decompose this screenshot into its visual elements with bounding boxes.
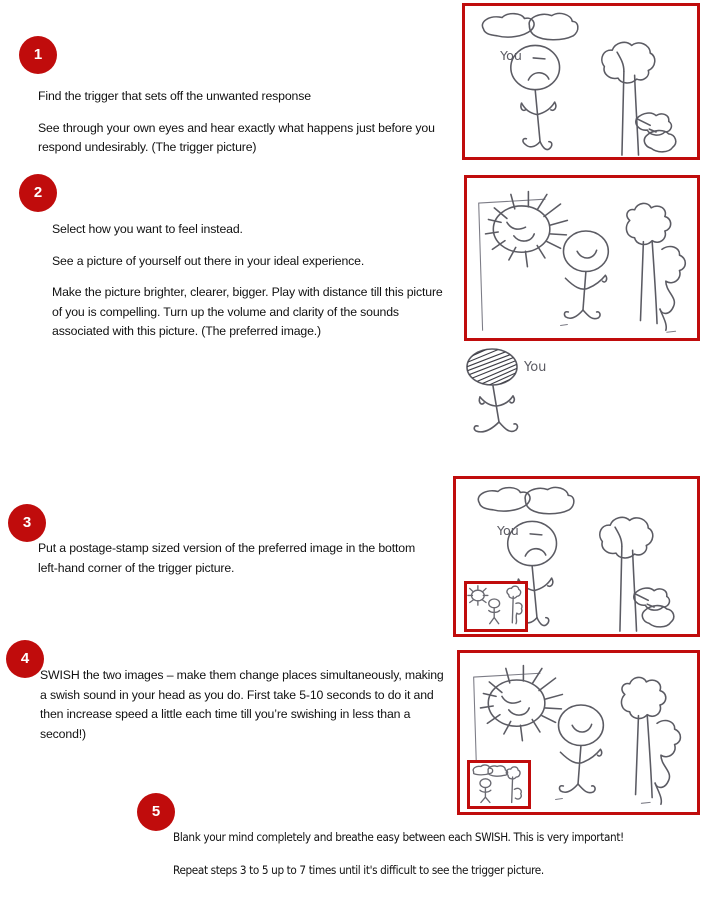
illustration-preferred-image [464,175,700,341]
step-1-paragraph-2: See through your own eyes and hear exactly what happens just before you respond undesirably. (The trigger picture) [38,120,435,154]
step-badge-1: 1 [19,36,57,74]
step-5-paragraph-1: Blank your mind completely and breathe easy between each SWISH. This is very important! [173,830,624,844]
step-text-4 [40,666,445,744]
illustration-trigger-with-stamp [453,476,700,637]
illustration-preferred-with-stamp [457,650,700,815]
step-text-3 [38,539,438,578]
postage-stamp-inset-trigger [467,760,531,809]
step-badge-3: 3 [8,504,46,542]
step-badge-5: 5 [137,793,175,831]
step-badge-4: 4 [6,640,44,678]
trigger-picture-sketch [465,6,697,157]
illustration-trigger-picture [462,3,700,160]
you-label: You [496,522,519,538]
inset-trigger-sketch [470,763,528,806]
step-2-paragraph-2: See a picture of yourself out there in your ideal experience. [52,253,365,268]
step-1-paragraph-1: Find the trigger that sets off the unwanted response [38,89,311,103]
you-label: You [524,360,547,375]
step-2-paragraph-3: Make the picture brighter, clearer, bigger. Play with distance till this picture of you is compelling. Turn up the volume and clarity of the sounds associated with this picture. (The preferred image.) [52,285,443,338]
step-4-paragraph-1: SWISH the two images – make them change places simultaneously, making a swish sound in your head as you do. First take 5-10 seconds to do it and then increase speed a little each time till you’re swishing in less than a second!) [40,668,444,741]
step-2-paragraph-1: Select how you want to feel instead. [52,222,243,236]
step-5-paragraph-2: Repeat steps 3 to 5 up to 7 times until it's difficult to see the trigger picture. [173,863,544,877]
step-text-2 [52,220,452,342]
you-label: You [500,47,522,63]
step-badge-2: 2 [19,174,57,212]
scribbled-head-sketch [462,345,582,455]
scribble-hatching [462,345,520,391]
step-text-1 [38,87,436,158]
step-3-paragraph-1: Put a postage-stamp sized version of the preferred image in the bottom left-hand corner of the trigger picture. [38,541,416,575]
step-text-5 [173,830,651,896]
preferred-image-sketch [467,178,697,338]
illustration-scribbled-head-figure [462,345,582,455]
inset-preferred-sketch [467,584,525,629]
postage-stamp-inset-preferred [464,581,528,632]
